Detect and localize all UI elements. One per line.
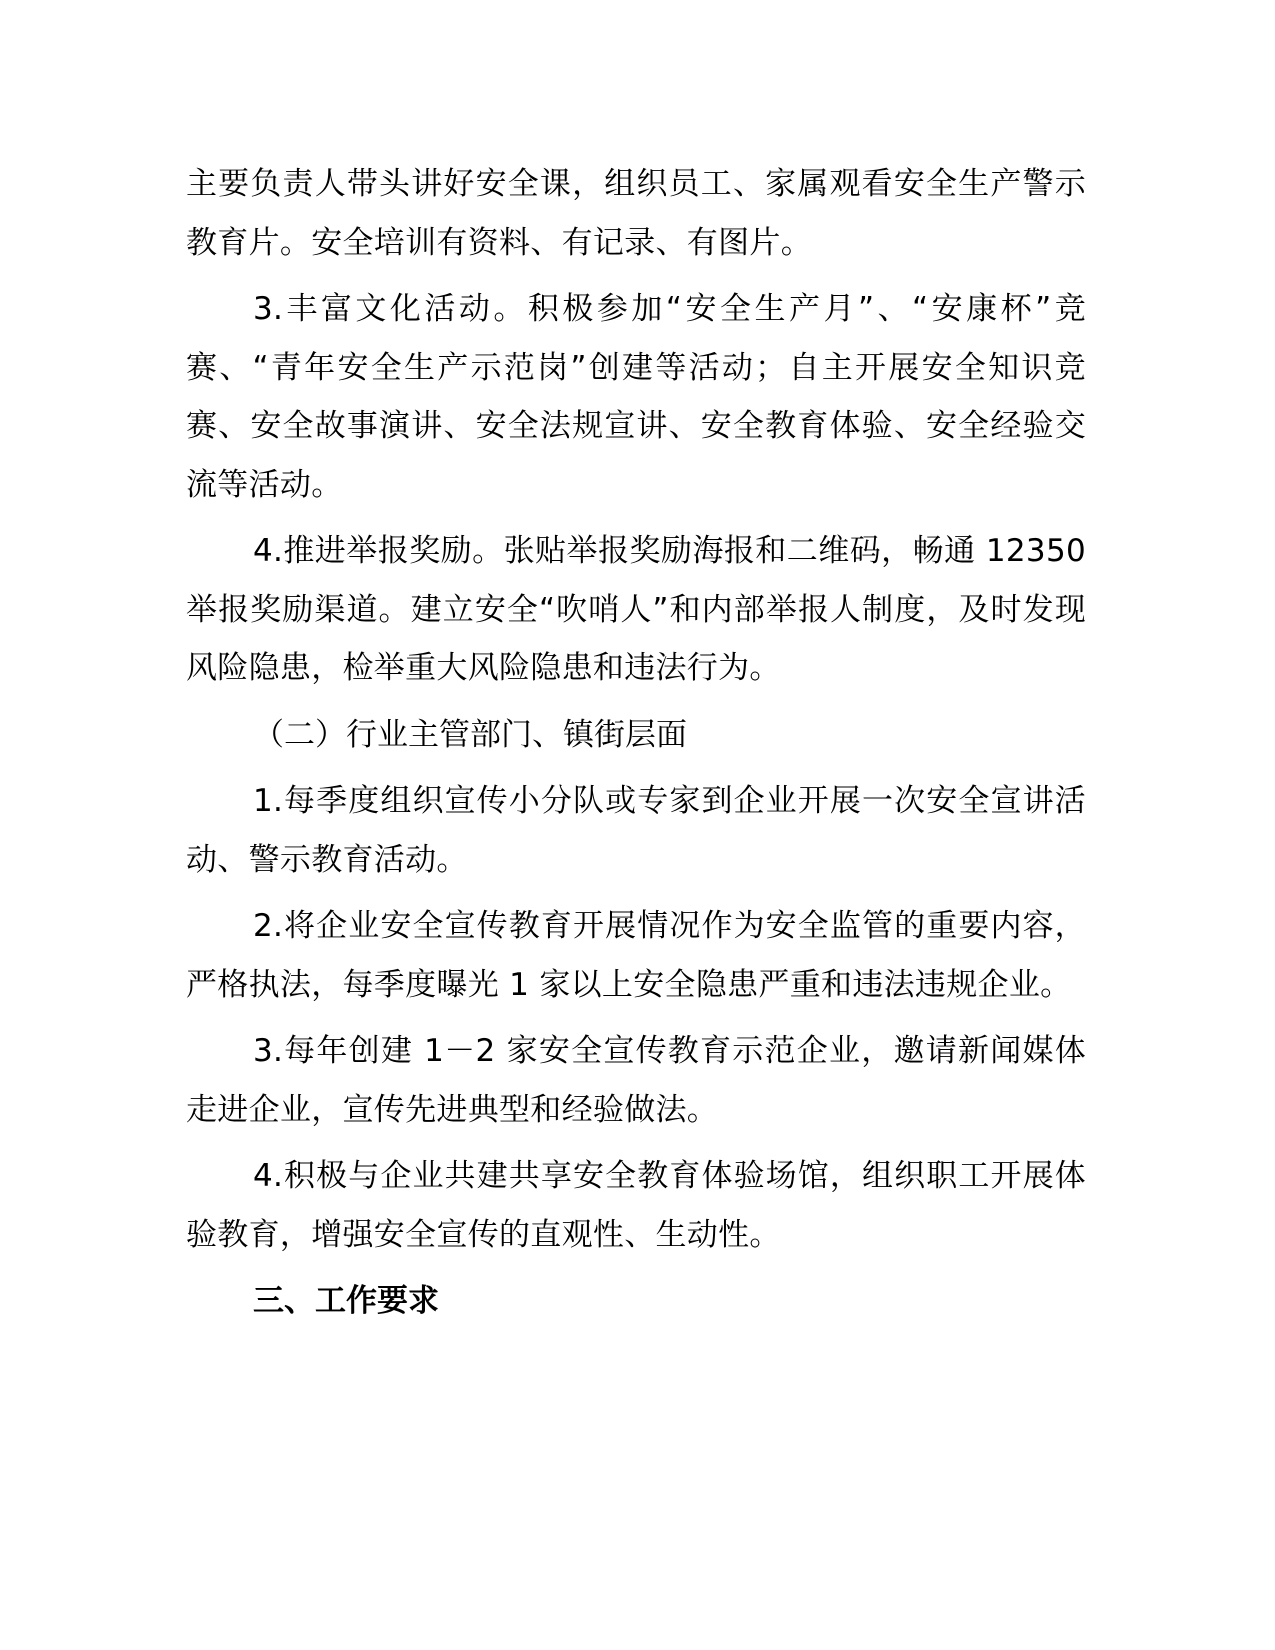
paragraph-continuation: 主要负责人带头讲好安全课，组织员工、家属观看安全生产警示教育片。安全培训有资料、有记录、有图片。 [186,166,1086,261]
document-body [186,155,1086,1339]
paragraph-experience-halls: 4.积极与企业共建共享安全教育体验场馆，组织职工开展体验教育，增强安全宣传的直观性、生动性。 [186,1158,1086,1253]
paragraph-demo-enterprises: 3.每年创建 1－2 家安全宣传教育示范企业，邀请新闻媒体走进企业，宣传先进典型和经验做法。 [186,1033,1086,1128]
section-heading-requirements: 三、工作要求 [253,1283,439,1319]
paragraph-report-rewards: 4.推进举报奖励。张贴举报奖励海报和二维码，畅通 12350 举报奖励渠道。建立安全“吹哨人”和内部举报人制度，及时发现风险隐患，检举重大风险隐患和违法行为。 [186,533,1086,686]
paragraph-culture-activities: 3.丰富文化活动。积极参加“安全生产月”、“安康杯”竞赛、“青年安全生产示范岗”创建等活动；自主开展安全知识竞赛、安全故事演讲、安全法规宣讲、安全教育体验、安全经验交流等活动。 [186,291,1086,503]
section-heading-departments: （二）行业主管部门、镇街层面 [253,716,687,753]
paragraph-quarterly-outreach: 1.每季度组织宣传小分队或专家到企业开展一次安全宣讲活动、警示教育活动。 [186,783,1086,878]
paragraph-supervision: 2.将企业安全宣传教育开展情况作为安全监管的重要内容，严格执法，每季度曝光 1 家以上安全隐患严重和违法违规企业。 [186,908,1086,1003]
